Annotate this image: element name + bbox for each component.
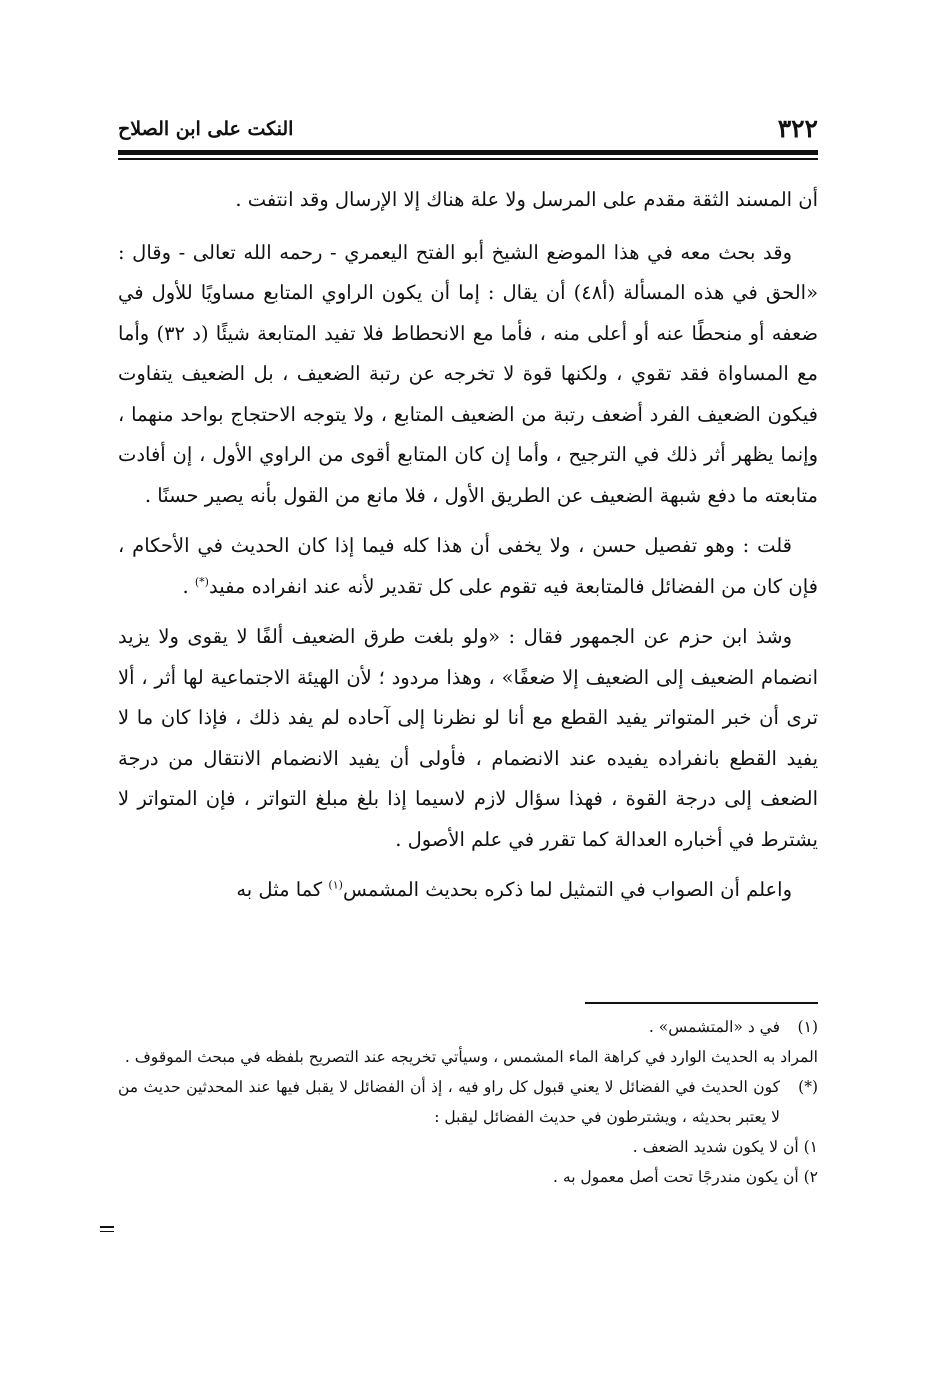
running-title: النكت على ابن الصلاح bbox=[118, 118, 294, 140]
footnote-ref-star[interactable]: (*) bbox=[194, 575, 209, 588]
footnote-star-text: كون الحديث في الفضائل لا يعني قبول كل راو فيه ، إذ أن الفضائل لا يقبل فيها عند المحدثين حديث من لا يعتبر بحديثه ، ويشترطون في حديث الفضائل ليقبل : bbox=[118, 1078, 780, 1126]
page-header bbox=[118, 108, 818, 144]
header-rule-thick bbox=[118, 150, 818, 155]
paragraph-5-text: واعلم أن الصواب في التمثيل لما ذكره بحديث المشمس bbox=[342, 878, 792, 901]
footnote-star-mark: (*) bbox=[798, 1078, 818, 1096]
page-number: ٣٢٢ bbox=[777, 114, 818, 143]
paragraph-5-end: كما مثل به bbox=[236, 878, 329, 901]
paragraph-3-end: . bbox=[182, 574, 195, 598]
footnote-1-text: في د «المتشمس» . bbox=[648, 1018, 780, 1036]
paragraph-3 bbox=[118, 526, 818, 607]
footnote-1-mark: (١) bbox=[797, 1018, 818, 1036]
footnote-star-item-1: ١) أن لا يكون شديد الضعف . bbox=[632, 1138, 818, 1156]
paragraph-1: أن المسند الثقة مقدم على المرسل ولا علة هناك إلا الإرسال وقد انتفت . bbox=[235, 188, 818, 211]
footnote-star-item-2: ٢) أن يكون مندرجًا تحت أصل معمول به . bbox=[553, 1168, 818, 1186]
main-text bbox=[118, 180, 818, 921]
footnote-ref-1[interactable]: (١) bbox=[328, 878, 343, 892]
paragraph-3-text: قلت : وهو تفصيل حسن ، ولا يخفى أن هذا كله فيما إذا كان الحديث في الأحكام ، فإن كان من الفضائل فالمتابعة فيه تقوم على كل تقدير لأنه عند انفراده مفيد bbox=[118, 534, 818, 598]
footnotes bbox=[118, 1012, 818, 1192]
header-rule-thin bbox=[118, 158, 818, 160]
footnote-separator bbox=[585, 1002, 818, 1004]
page-end-mark bbox=[100, 1226, 114, 1236]
paragraph-4: وشذ ابن حزم عن الجمهور فقال : «ولو بلغت طرق الضعيف ألفًا لا يقوى ولا يزيد انضمام الضعيف إلى الضعيف إلا ضعفًا» ، وهذا مردود ؛ لأن الهيئة الاجتماعية لها أثر ، ألا ترى أن خبر المتواتر يفيد القطع مع أنا لو نظرنا إلى آحاده لم يفد ذلك ، فإذا كان ما لا يفيد القطع بانفراده يفيده عند الانضمام ، فأولى أن يفيد الانضمام الانتقال من درجة الضعف إلى درجة القوة ، فهذا سؤال لازم لاسيما إذا بلغ مبلغ التواتر ، فإن المتواتر لا يشترط في أخباره العدالة كما تقرر في علم الأصول . bbox=[118, 625, 818, 851]
footnote-1 bbox=[118, 1012, 818, 1042]
footnote-1-continuation: المراد به الحديث الوارد في كراهة الماء المشمس ، وسيأتي تخريجه عند التصريح بلفظه في مبحث الموقوف . bbox=[124, 1048, 818, 1066]
paragraph-2: وقد بحث معه في هذا الموضع الشيخ أبو الفتح اليعمري - رحمه الله تعالى - وقال : «الحق في هذه المسألة (أ٤٨) أن يقال : إما أن يكون الراوي المتابع مساويًا للأول في ضعفه أو منحطًا عنه أو أعلى منه ، فأما مع الانحطاط فلا تفيد المتابعة شيئًا (د ٣٢) وأما مع المساواة فقد تقوي ، ولكنها قوة لا تخرجه عن رتبة الضعيف ، بل الضعيف يتفاوت فيكون الضعيف الفرد أضعف رتبة من الضعيف المتابع ، ولا يتوجه الاحتجاج بواحد منهما ، وإنما يظهر أثر ذلك في الترجيح ، وأما إن كان المتابع أقوى من الراوي الأول ، إن أفادت متابعته ما دفع شبهة الضعيف عن الطريق الأول ، فلا مانع من القول بأنه يصير حسنًا . bbox=[118, 240, 819, 507]
footnote-star bbox=[118, 1072, 818, 1132]
paragraph-5 bbox=[118, 870, 818, 911]
